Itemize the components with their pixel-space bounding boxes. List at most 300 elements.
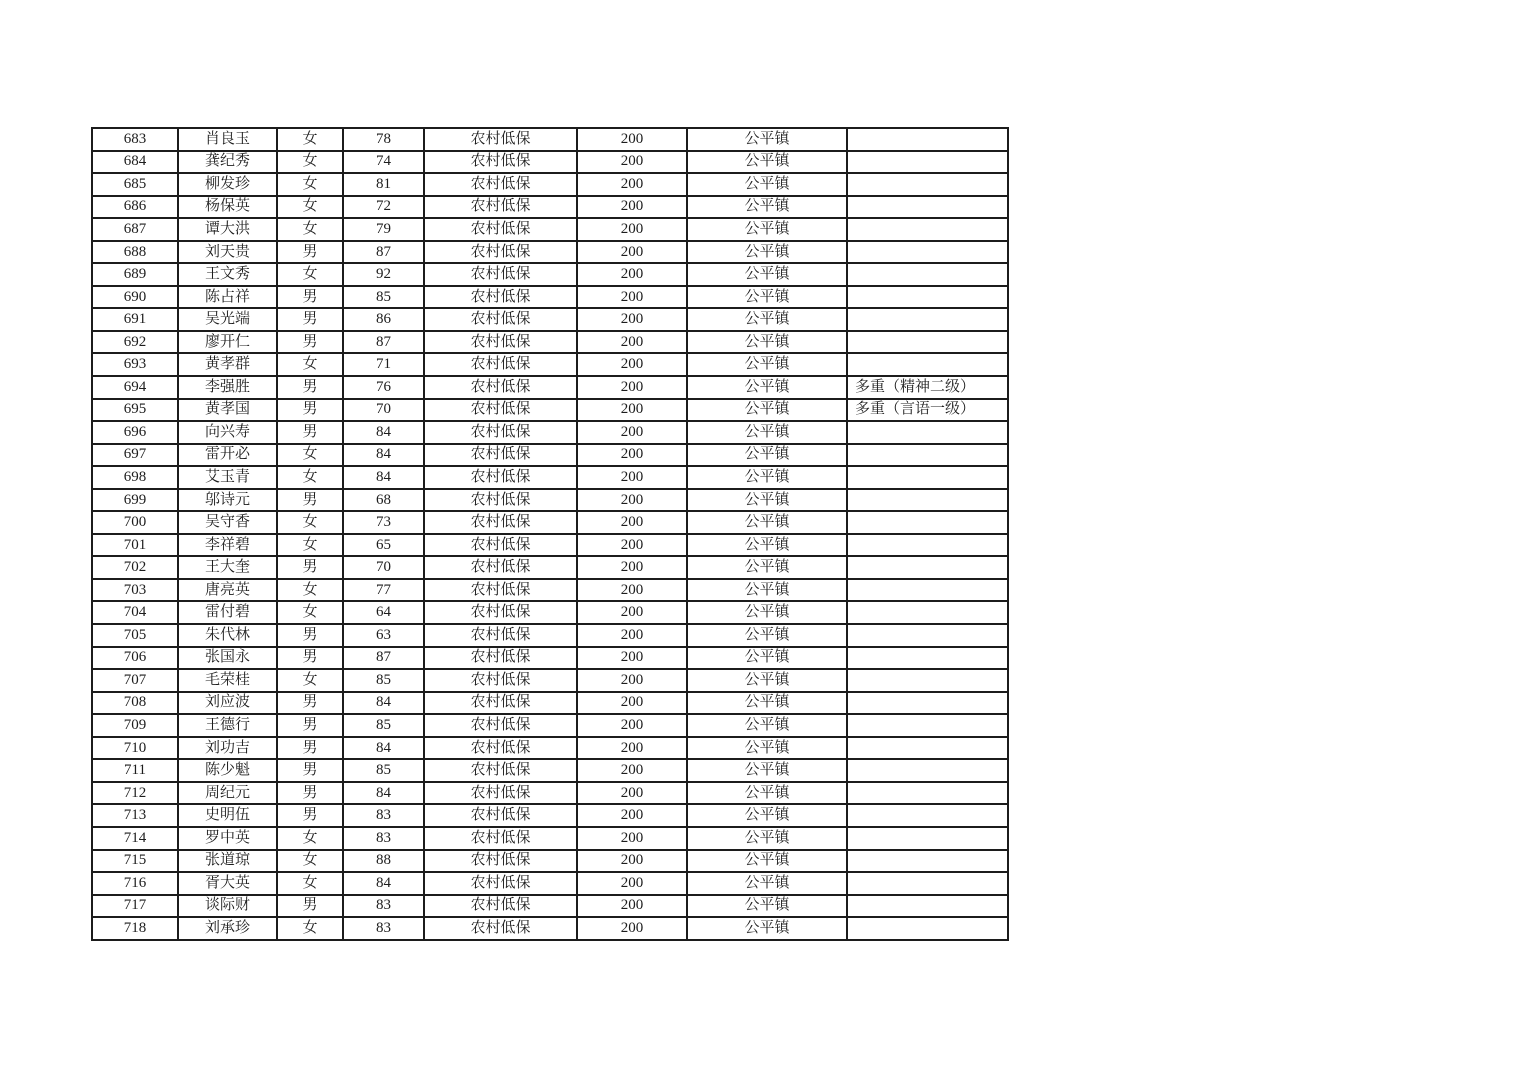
cell-name: 吴守香 — [178, 511, 277, 534]
cell-id: 708 — [92, 692, 178, 715]
cell-town: 公平镇 — [687, 286, 847, 309]
cell-id: 688 — [92, 241, 178, 264]
cell-name: 周纪元 — [178, 782, 277, 805]
cell-category: 农村低保 — [424, 489, 577, 512]
cell-town: 公平镇 — [687, 263, 847, 286]
cell-id: 698 — [92, 466, 178, 489]
cell-town: 公平镇 — [687, 241, 847, 264]
cell-note — [847, 308, 1008, 331]
cell-amount: 200 — [577, 218, 687, 241]
cell-name: 唐亮英 — [178, 579, 277, 602]
table-row — [92, 827, 1008, 850]
cell-category: 农村低保 — [424, 308, 577, 331]
table-row — [92, 263, 1008, 286]
cell-id: 695 — [92, 399, 178, 422]
cell-note — [847, 692, 1008, 715]
cell-id: 716 — [92, 872, 178, 895]
cell-note — [847, 714, 1008, 737]
cell-category: 农村低保 — [424, 759, 577, 782]
cell-amount: 200 — [577, 601, 687, 624]
cell-name: 刘应波 — [178, 692, 277, 715]
cell-gender: 女 — [277, 579, 343, 602]
cell-category: 农村低保 — [424, 151, 577, 174]
table-row — [92, 714, 1008, 737]
cell-town: 公平镇 — [687, 737, 847, 760]
cell-age: 76 — [343, 376, 424, 399]
cell-age: 88 — [343, 850, 424, 873]
cell-age: 72 — [343, 196, 424, 219]
cell-age: 70 — [343, 399, 424, 422]
cell-gender: 女 — [277, 151, 343, 174]
cell-town: 公平镇 — [687, 601, 847, 624]
cell-age: 65 — [343, 534, 424, 557]
cell-note — [847, 218, 1008, 241]
cell-amount: 200 — [577, 196, 687, 219]
cell-amount: 200 — [577, 353, 687, 376]
table-row — [92, 489, 1008, 512]
cell-age: 84 — [343, 444, 424, 467]
cell-gender: 女 — [277, 466, 343, 489]
cell-amount: 200 — [577, 489, 687, 512]
cell-age: 92 — [343, 263, 424, 286]
cell-gender: 女 — [277, 534, 343, 557]
cell-note — [847, 601, 1008, 624]
table-row — [92, 895, 1008, 918]
cell-name: 黄孝群 — [178, 353, 277, 376]
cell-name: 龚纪秀 — [178, 151, 277, 174]
cell-id: 685 — [92, 173, 178, 196]
table-row — [92, 556, 1008, 579]
cell-age: 87 — [343, 647, 424, 670]
cell-age: 85 — [343, 714, 424, 737]
cell-note — [847, 827, 1008, 850]
cell-gender: 女 — [277, 173, 343, 196]
cell-name: 刘天贵 — [178, 241, 277, 264]
cell-name: 朱代林 — [178, 624, 277, 647]
table-row — [92, 647, 1008, 670]
subsidy-table — [91, 127, 1009, 941]
cell-age: 87 — [343, 241, 424, 264]
cell-town: 公平镇 — [687, 850, 847, 873]
cell-name: 邬诗元 — [178, 489, 277, 512]
cell-town: 公平镇 — [687, 917, 847, 940]
cell-name: 向兴寿 — [178, 421, 277, 444]
cell-age: 77 — [343, 579, 424, 602]
cell-town: 公平镇 — [687, 827, 847, 850]
cell-town: 公平镇 — [687, 714, 847, 737]
table-row — [92, 218, 1008, 241]
cell-town: 公平镇 — [687, 534, 847, 557]
cell-gender: 男 — [277, 308, 343, 331]
cell-name: 王大奎 — [178, 556, 277, 579]
cell-gender: 男 — [277, 489, 343, 512]
cell-town: 公平镇 — [687, 196, 847, 219]
cell-town: 公平镇 — [687, 308, 847, 331]
cell-age: 83 — [343, 804, 424, 827]
cell-age: 84 — [343, 782, 424, 805]
cell-category: 农村低保 — [424, 331, 577, 354]
cell-name: 谈际财 — [178, 895, 277, 918]
cell-note — [847, 151, 1008, 174]
cell-id: 684 — [92, 151, 178, 174]
cell-category: 农村低保 — [424, 917, 577, 940]
cell-name: 黄孝国 — [178, 399, 277, 422]
cell-gender: 男 — [277, 804, 343, 827]
cell-age: 68 — [343, 489, 424, 512]
cell-town: 公平镇 — [687, 421, 847, 444]
cell-category: 农村低保 — [424, 421, 577, 444]
cell-age: 87 — [343, 331, 424, 354]
cell-note — [847, 511, 1008, 534]
cell-amount: 200 — [577, 173, 687, 196]
cell-amount: 200 — [577, 466, 687, 489]
table-row — [92, 579, 1008, 602]
cell-id: 686 — [92, 196, 178, 219]
cell-category: 农村低保 — [424, 804, 577, 827]
cell-gender: 女 — [277, 128, 343, 151]
table-row — [92, 353, 1008, 376]
cell-amount: 200 — [577, 895, 687, 918]
cell-category: 农村低保 — [424, 196, 577, 219]
cell-gender: 男 — [277, 737, 343, 760]
cell-category: 农村低保 — [424, 466, 577, 489]
table-row — [92, 872, 1008, 895]
cell-age: 84 — [343, 466, 424, 489]
cell-category: 农村低保 — [424, 624, 577, 647]
cell-amount: 200 — [577, 331, 687, 354]
cell-name: 刘承珍 — [178, 917, 277, 940]
cell-amount: 200 — [577, 286, 687, 309]
cell-id: 713 — [92, 804, 178, 827]
table-row — [92, 151, 1008, 174]
cell-note — [847, 624, 1008, 647]
cell-gender: 男 — [277, 692, 343, 715]
cell-town: 公平镇 — [687, 624, 847, 647]
cell-note — [847, 872, 1008, 895]
cell-town: 公平镇 — [687, 647, 847, 670]
cell-name: 刘功吉 — [178, 737, 277, 760]
cell-id: 699 — [92, 489, 178, 512]
cell-name: 杨保英 — [178, 196, 277, 219]
cell-gender: 男 — [277, 331, 343, 354]
cell-town: 公平镇 — [687, 173, 847, 196]
table-row — [92, 444, 1008, 467]
cell-name: 吴光端 — [178, 308, 277, 331]
cell-note — [847, 444, 1008, 467]
cell-town: 公平镇 — [687, 489, 847, 512]
cell-note — [847, 782, 1008, 805]
cell-gender: 男 — [277, 714, 343, 737]
cell-town: 公平镇 — [687, 759, 847, 782]
cell-town: 公平镇 — [687, 331, 847, 354]
cell-amount: 200 — [577, 917, 687, 940]
cell-age: 85 — [343, 286, 424, 309]
table-row — [92, 286, 1008, 309]
cell-note — [847, 534, 1008, 557]
cell-town: 公平镇 — [687, 399, 847, 422]
cell-town: 公平镇 — [687, 872, 847, 895]
cell-gender: 男 — [277, 421, 343, 444]
cell-amount: 200 — [577, 850, 687, 873]
cell-gender: 女 — [277, 353, 343, 376]
cell-gender: 男 — [277, 624, 343, 647]
cell-age: 78 — [343, 128, 424, 151]
cell-note — [847, 421, 1008, 444]
cell-town: 公平镇 — [687, 353, 847, 376]
cell-age: 84 — [343, 737, 424, 760]
cell-age: 83 — [343, 917, 424, 940]
table-row — [92, 692, 1008, 715]
table-row — [92, 782, 1008, 805]
cell-gender: 女 — [277, 511, 343, 534]
cell-category: 农村低保 — [424, 827, 577, 850]
cell-gender: 男 — [277, 647, 343, 670]
cell-gender: 男 — [277, 241, 343, 264]
cell-name: 谭大洪 — [178, 218, 277, 241]
cell-id: 718 — [92, 917, 178, 940]
cell-gender: 女 — [277, 444, 343, 467]
cell-id: 701 — [92, 534, 178, 557]
table-body — [92, 128, 1008, 940]
cell-note — [847, 286, 1008, 309]
cell-id: 700 — [92, 511, 178, 534]
cell-name: 柳发珍 — [178, 173, 277, 196]
cell-name: 罗中英 — [178, 827, 277, 850]
cell-id: 710 — [92, 737, 178, 760]
cell-age: 86 — [343, 308, 424, 331]
cell-category: 农村低保 — [424, 376, 577, 399]
cell-category: 农村低保 — [424, 782, 577, 805]
table-row — [92, 601, 1008, 624]
cell-category: 农村低保 — [424, 399, 577, 422]
table-row — [92, 128, 1008, 151]
table-row — [92, 534, 1008, 557]
cell-id: 709 — [92, 714, 178, 737]
cell-gender: 男 — [277, 782, 343, 805]
table-row — [92, 624, 1008, 647]
cell-note — [847, 556, 1008, 579]
cell-name: 廖开仁 — [178, 331, 277, 354]
cell-name: 肖良玉 — [178, 128, 277, 151]
cell-id: 703 — [92, 579, 178, 602]
cell-id: 689 — [92, 263, 178, 286]
cell-note — [847, 173, 1008, 196]
cell-amount: 200 — [577, 399, 687, 422]
cell-note — [847, 850, 1008, 873]
cell-id: 690 — [92, 286, 178, 309]
cell-id: 714 — [92, 827, 178, 850]
cell-gender: 女 — [277, 263, 343, 286]
cell-amount: 200 — [577, 511, 687, 534]
cell-age: 71 — [343, 353, 424, 376]
cell-id: 707 — [92, 669, 178, 692]
cell-name: 张道琼 — [178, 850, 277, 873]
cell-id: 704 — [92, 601, 178, 624]
cell-category: 农村低保 — [424, 579, 577, 602]
cell-town: 公平镇 — [687, 128, 847, 151]
cell-category: 农村低保 — [424, 218, 577, 241]
cell-category: 农村低保 — [424, 534, 577, 557]
cell-category: 农村低保 — [424, 556, 577, 579]
cell-note: 多重（精神二级） — [847, 376, 1008, 399]
cell-name: 雷开必 — [178, 444, 277, 467]
cell-amount: 200 — [577, 872, 687, 895]
cell-name: 雷付碧 — [178, 601, 277, 624]
cell-name: 李强胜 — [178, 376, 277, 399]
cell-town: 公平镇 — [687, 511, 847, 534]
table-row — [92, 759, 1008, 782]
cell-gender: 女 — [277, 850, 343, 873]
cell-id: 705 — [92, 624, 178, 647]
cell-name: 陈占祥 — [178, 286, 277, 309]
cell-amount: 200 — [577, 534, 687, 557]
cell-category: 农村低保 — [424, 714, 577, 737]
cell-id: 683 — [92, 128, 178, 151]
table-row — [92, 376, 1008, 399]
cell-note — [847, 579, 1008, 602]
cell-town: 公平镇 — [687, 151, 847, 174]
cell-amount: 200 — [577, 579, 687, 602]
cell-note: 多重（言语一级） — [847, 399, 1008, 422]
cell-id: 702 — [92, 556, 178, 579]
cell-name: 陈少魁 — [178, 759, 277, 782]
cell-town: 公平镇 — [687, 444, 847, 467]
cell-gender: 女 — [277, 601, 343, 624]
cell-age: 74 — [343, 151, 424, 174]
cell-town: 公平镇 — [687, 782, 847, 805]
cell-amount: 200 — [577, 759, 687, 782]
cell-amount: 200 — [577, 376, 687, 399]
cell-note — [847, 331, 1008, 354]
cell-category: 农村低保 — [424, 692, 577, 715]
cell-age: 73 — [343, 511, 424, 534]
cell-gender: 男 — [277, 895, 343, 918]
cell-category: 农村低保 — [424, 353, 577, 376]
table-row — [92, 241, 1008, 264]
cell-town: 公平镇 — [687, 579, 847, 602]
cell-gender: 女 — [277, 196, 343, 219]
cell-category: 农村低保 — [424, 444, 577, 467]
cell-note — [847, 353, 1008, 376]
cell-amount: 200 — [577, 444, 687, 467]
cell-id: 717 — [92, 895, 178, 918]
cell-town: 公平镇 — [687, 556, 847, 579]
cell-amount: 200 — [577, 308, 687, 331]
cell-age: 84 — [343, 692, 424, 715]
cell-note — [847, 128, 1008, 151]
cell-id: 696 — [92, 421, 178, 444]
cell-category: 农村低保 — [424, 286, 577, 309]
table-row — [92, 917, 1008, 940]
cell-gender: 男 — [277, 286, 343, 309]
cell-category: 农村低保 — [424, 511, 577, 534]
cell-age: 85 — [343, 759, 424, 782]
cell-note — [847, 241, 1008, 264]
cell-id: 692 — [92, 331, 178, 354]
cell-amount: 200 — [577, 804, 687, 827]
cell-town: 公平镇 — [687, 692, 847, 715]
cell-amount: 200 — [577, 556, 687, 579]
table-row — [92, 804, 1008, 827]
cell-gender: 女 — [277, 218, 343, 241]
cell-id: 712 — [92, 782, 178, 805]
cell-amount: 200 — [577, 647, 687, 670]
cell-id: 706 — [92, 647, 178, 670]
cell-town: 公平镇 — [687, 895, 847, 918]
cell-note — [847, 917, 1008, 940]
cell-town: 公平镇 — [687, 218, 847, 241]
table-row — [92, 850, 1008, 873]
table-row — [92, 466, 1008, 489]
cell-note — [847, 804, 1008, 827]
cell-category: 农村低保 — [424, 737, 577, 760]
cell-note — [847, 895, 1008, 918]
cell-note — [847, 759, 1008, 782]
cell-note — [847, 737, 1008, 760]
cell-age: 81 — [343, 173, 424, 196]
cell-name: 张国永 — [178, 647, 277, 670]
cell-age: 85 — [343, 669, 424, 692]
cell-amount: 200 — [577, 782, 687, 805]
cell-name: 毛荣桂 — [178, 669, 277, 692]
cell-category: 农村低保 — [424, 601, 577, 624]
cell-note — [847, 263, 1008, 286]
table-row — [92, 511, 1008, 534]
cell-id: 694 — [92, 376, 178, 399]
cell-age: 79 — [343, 218, 424, 241]
cell-age: 84 — [343, 421, 424, 444]
cell-amount: 200 — [577, 421, 687, 444]
cell-amount: 200 — [577, 714, 687, 737]
cell-town: 公平镇 — [687, 466, 847, 489]
table-row — [92, 308, 1008, 331]
cell-gender: 女 — [277, 917, 343, 940]
cell-name: 史明伍 — [178, 804, 277, 827]
table-row — [92, 331, 1008, 354]
cell-category: 农村低保 — [424, 647, 577, 670]
cell-amount: 200 — [577, 669, 687, 692]
cell-age: 63 — [343, 624, 424, 647]
cell-id: 687 — [92, 218, 178, 241]
cell-note — [847, 489, 1008, 512]
cell-gender: 男 — [277, 759, 343, 782]
cell-gender: 女 — [277, 872, 343, 895]
cell-gender: 男 — [277, 556, 343, 579]
cell-name: 李祥碧 — [178, 534, 277, 557]
cell-town: 公平镇 — [687, 804, 847, 827]
table-row — [92, 737, 1008, 760]
cell-category: 农村低保 — [424, 241, 577, 264]
cell-gender: 男 — [277, 376, 343, 399]
cell-town: 公平镇 — [687, 669, 847, 692]
cell-amount: 200 — [577, 151, 687, 174]
cell-name: 艾玉青 — [178, 466, 277, 489]
cell-age: 83 — [343, 827, 424, 850]
cell-name: 胥大英 — [178, 872, 277, 895]
cell-amount: 200 — [577, 737, 687, 760]
cell-town: 公平镇 — [687, 376, 847, 399]
cell-id: 693 — [92, 353, 178, 376]
cell-age: 70 — [343, 556, 424, 579]
cell-category: 农村低保 — [424, 669, 577, 692]
cell-gender: 女 — [277, 827, 343, 850]
cell-age: 83 — [343, 895, 424, 918]
table-row — [92, 196, 1008, 219]
cell-amount: 200 — [577, 263, 687, 286]
cell-category: 农村低保 — [424, 850, 577, 873]
cell-category: 农村低保 — [424, 263, 577, 286]
cell-amount: 200 — [577, 241, 687, 264]
